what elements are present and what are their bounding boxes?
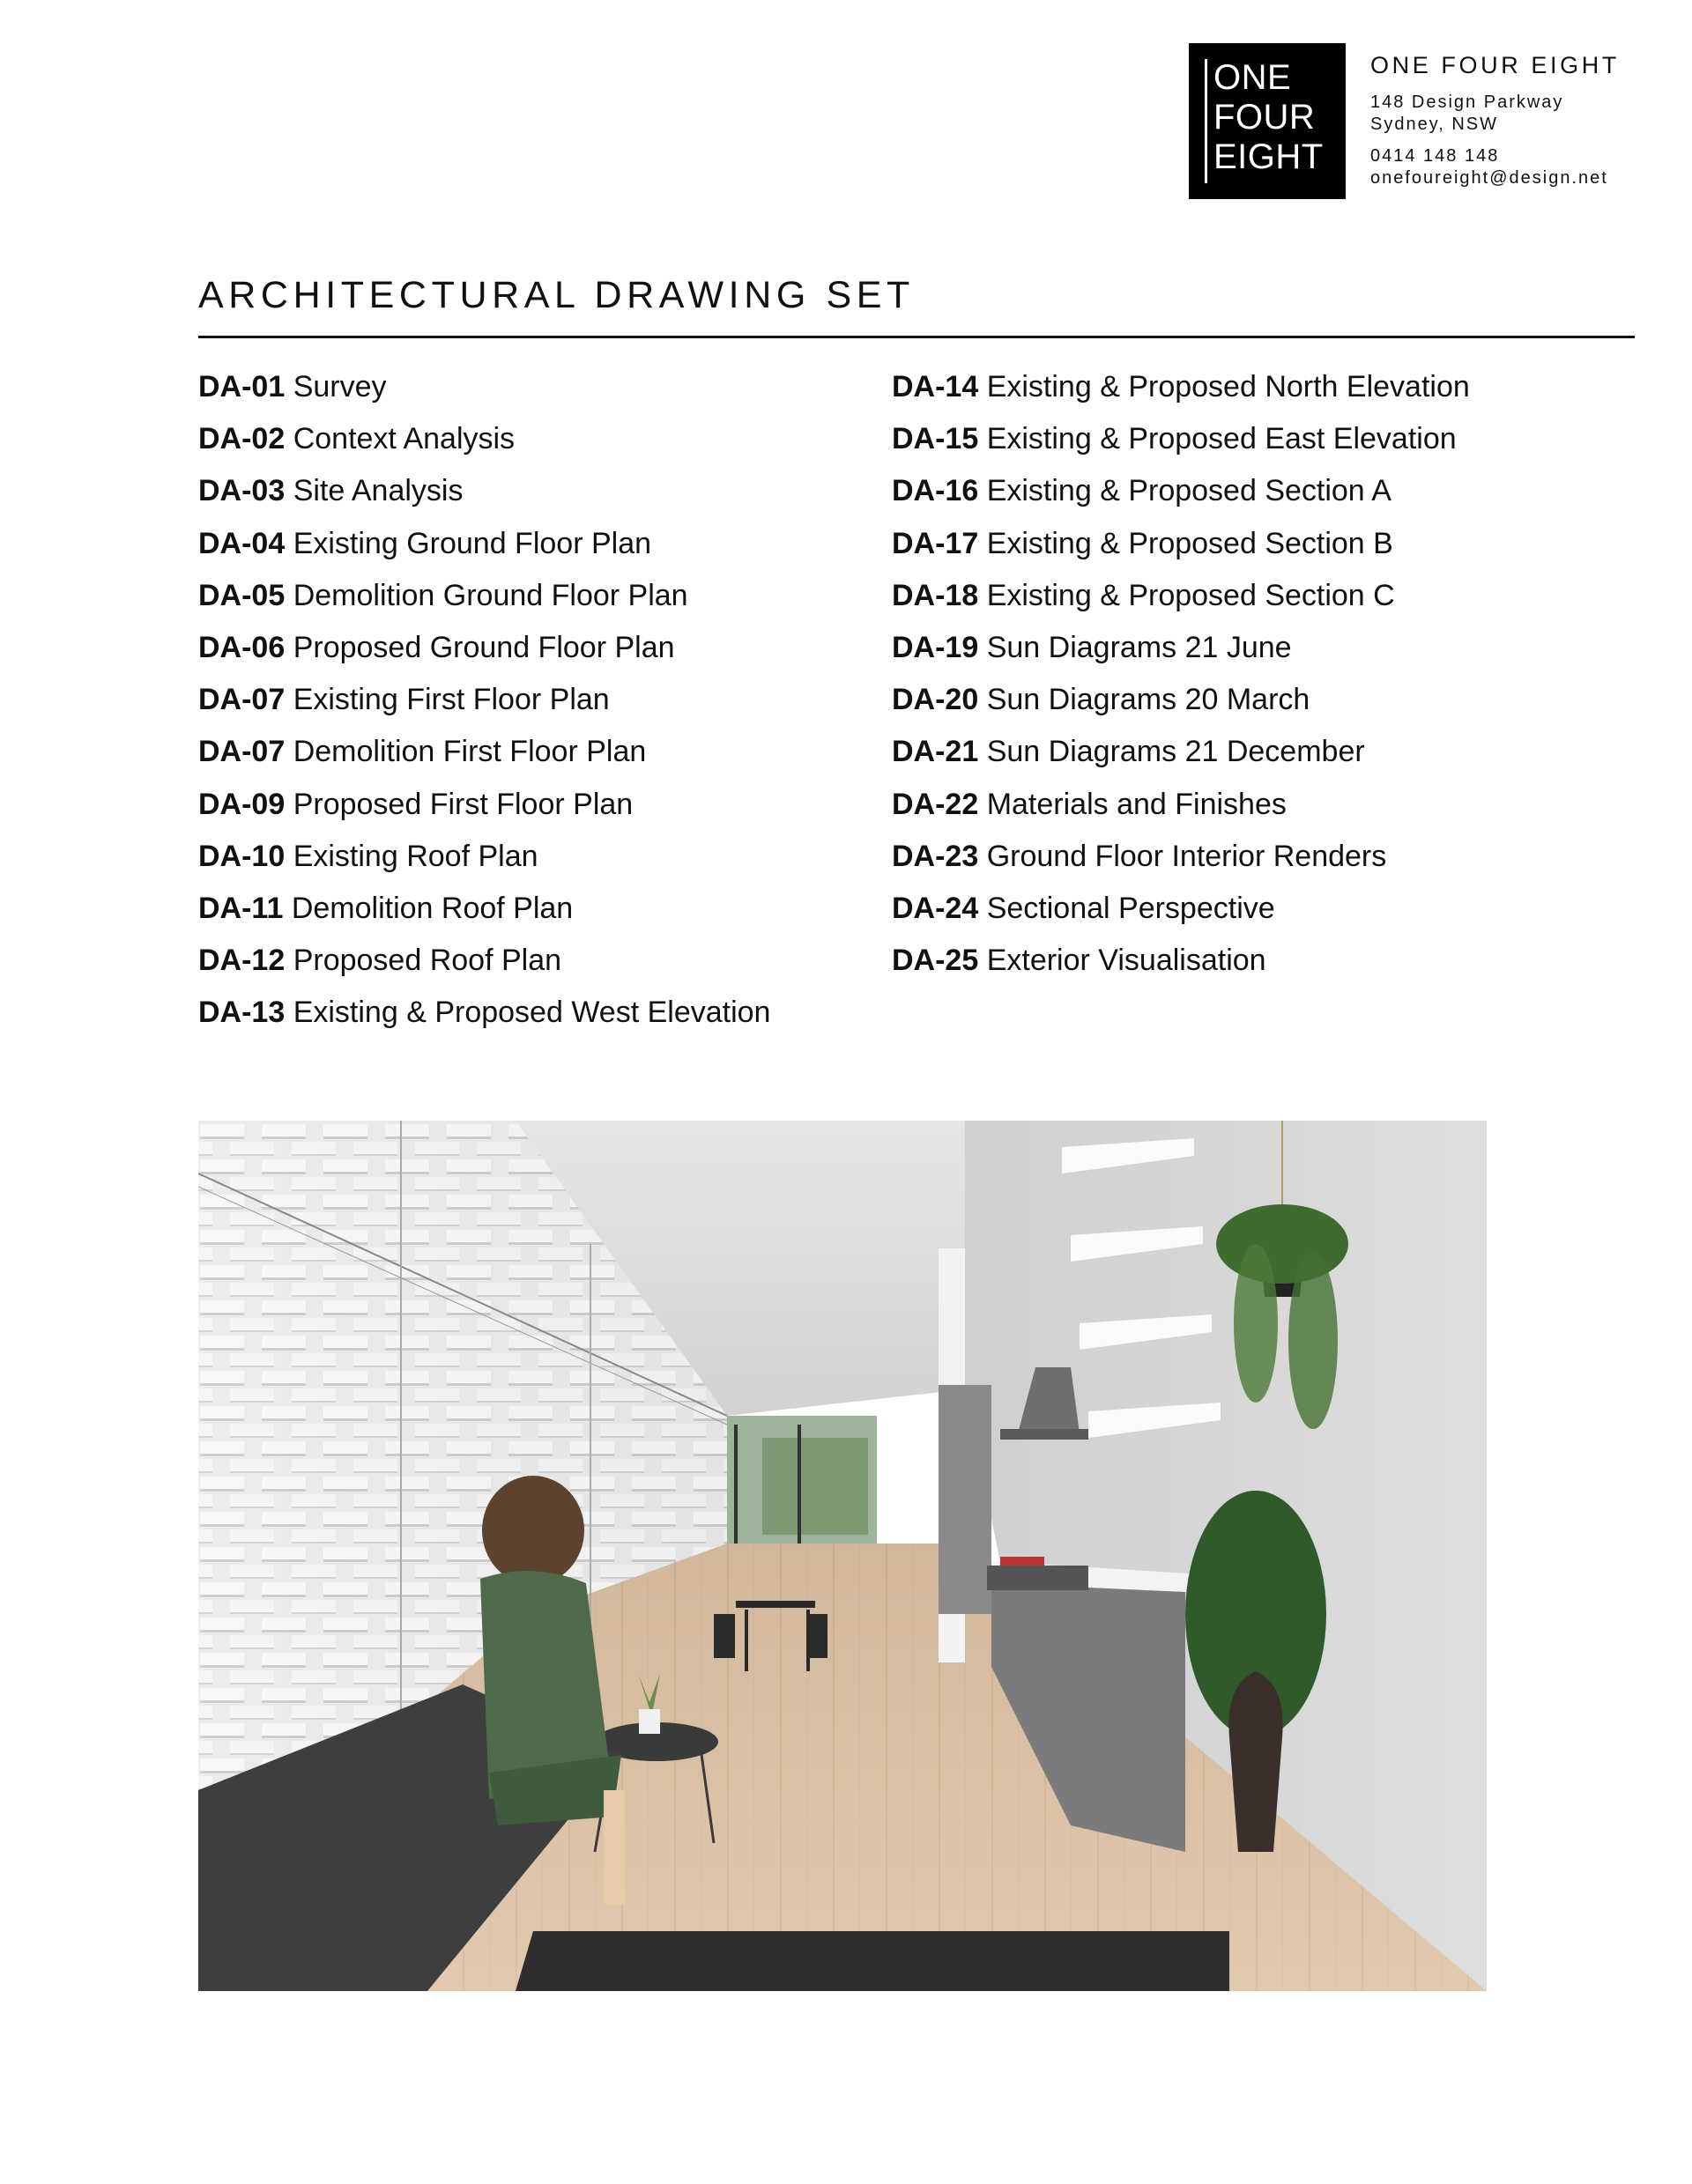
drawing-code: DA-16 xyxy=(892,474,979,508)
drawing-code: DA-25 xyxy=(892,944,979,978)
drawing-list-item xyxy=(198,779,770,831)
drawing-title: Demolition Roof Plan xyxy=(291,892,574,926)
drawing-list-left xyxy=(198,361,770,1040)
drawing-title: Site Analysis xyxy=(293,474,464,508)
drawing-list-item xyxy=(892,883,1470,935)
drawing-code: DA-04 xyxy=(198,526,286,560)
drawing-list-item xyxy=(198,622,770,674)
drawing-code: DA-14 xyxy=(892,370,979,403)
drawing-list-item xyxy=(198,831,770,883)
contact-block xyxy=(1370,51,1620,189)
drawing-code: DA-15 xyxy=(892,422,979,456)
logo-line: ONE xyxy=(1213,58,1292,97)
drawing-list-item xyxy=(892,465,1470,517)
drawing-code: DA-19 xyxy=(892,631,979,665)
drawing-code: DA-21 xyxy=(892,735,979,769)
drawing-list-item xyxy=(198,361,770,413)
drawing-code: DA-07 xyxy=(198,683,286,717)
drawing-list-item xyxy=(198,674,770,726)
logo-wordmark xyxy=(1213,58,1324,177)
drawing-list-item xyxy=(892,622,1470,674)
firm-name: ONE FOUR EIGHT xyxy=(1370,52,1620,78)
drawing-list-item xyxy=(892,726,1470,778)
drawing-title: Proposed Roof Plan xyxy=(293,944,562,978)
drawing-list-item xyxy=(198,935,770,987)
drawing-title: Proposed First Floor Plan xyxy=(293,787,634,821)
drawing-code: DA-20 xyxy=(892,683,979,717)
interior-render-image xyxy=(198,1121,1487,1991)
drawing-code: DA-24 xyxy=(892,892,979,926)
email-address: onefoureight@design.net xyxy=(1370,168,1608,188)
drawing-title: Context Analysis xyxy=(293,422,516,456)
drawing-title: Proposed Ground Floor Plan xyxy=(293,631,675,665)
drawing-title: Existing First Floor Plan xyxy=(293,683,610,717)
drawing-title: Existing & Proposed Section C xyxy=(986,578,1395,612)
drawing-list-item xyxy=(892,570,1470,622)
drawing-list-item xyxy=(892,413,1470,465)
drawing-title: Sun Diagrams 20 March xyxy=(986,683,1310,717)
drawing-code: DA-10 xyxy=(198,839,286,873)
drawing-title: Survey xyxy=(293,370,387,403)
drawing-title: Sectional Perspective xyxy=(986,892,1275,926)
drawing-title: Existing & Proposed East Elevation xyxy=(986,422,1457,456)
drawing-title: Sun Diagrams 21 June xyxy=(986,631,1292,665)
drawing-code: DA-22 xyxy=(892,787,979,821)
drawing-title: Existing & Proposed Section A xyxy=(986,474,1391,508)
drawing-title: Existing & Proposed West Elevation xyxy=(293,996,771,1030)
drawing-title: Existing & Proposed North Elevation xyxy=(986,370,1470,403)
address-line-2: Sydney, NSW xyxy=(1370,115,1498,134)
firm-logo xyxy=(1189,43,1346,199)
drawing-list-item xyxy=(198,726,770,778)
drawing-title: Exterior Visualisation xyxy=(986,944,1266,978)
document-title: ARCHITECTURAL DRAWING SET xyxy=(198,274,915,316)
title-divider xyxy=(198,336,1635,338)
drawing-title: Sun Diagrams 21 December xyxy=(986,735,1365,769)
drawing-list-right xyxy=(892,361,1470,987)
drawing-list-item xyxy=(198,883,770,935)
drawing-title: Existing Roof Plan xyxy=(293,839,538,873)
drawing-list-item xyxy=(892,518,1470,570)
logo-line: EIGHT xyxy=(1213,137,1324,176)
drawing-list-item xyxy=(198,518,770,570)
drawing-code: DA-17 xyxy=(892,526,979,560)
drawing-code: DA-01 xyxy=(198,370,286,403)
drawing-code: DA-02 xyxy=(198,422,286,456)
drawing-list-item xyxy=(892,674,1470,726)
drawing-code: DA-18 xyxy=(892,578,979,612)
drawing-title: Ground Floor Interior Renders xyxy=(986,839,1387,873)
phone-number: 0414 148 148 xyxy=(1370,146,1500,166)
drawing-list-item xyxy=(892,361,1470,413)
drawing-code: DA-23 xyxy=(892,839,979,873)
drawing-code: DA-09 xyxy=(198,787,286,821)
drawing-title: Existing Ground Floor Plan xyxy=(293,526,652,560)
logo-line: FOUR xyxy=(1213,98,1316,137)
drawing-list-item xyxy=(198,413,770,465)
drawing-code: DA-07 xyxy=(198,735,286,769)
drawing-list-item xyxy=(892,935,1470,987)
drawing-code: DA-03 xyxy=(198,474,286,508)
drawing-code: DA-05 xyxy=(198,578,286,612)
drawing-list-item xyxy=(198,987,770,1039)
drawing-list-item xyxy=(198,570,770,622)
drawing-list-item xyxy=(892,831,1470,883)
logo-bar xyxy=(1205,59,1207,183)
drawing-code: DA-06 xyxy=(198,631,286,665)
drawing-list-item xyxy=(198,465,770,517)
drawing-code: DA-12 xyxy=(198,944,286,978)
drawing-title: Demolition Ground Floor Plan xyxy=(293,578,688,612)
drawing-title: Materials and Finishes xyxy=(986,787,1287,821)
address-line-1: 148 Design Parkway xyxy=(1370,93,1564,112)
drawing-code: DA-13 xyxy=(198,996,286,1030)
drawing-title: Existing & Proposed Section B xyxy=(986,526,1393,560)
drawing-list-item xyxy=(892,779,1470,831)
drawing-title: Demolition First Floor Plan xyxy=(293,735,647,769)
drawing-code: DA-11 xyxy=(198,892,284,926)
